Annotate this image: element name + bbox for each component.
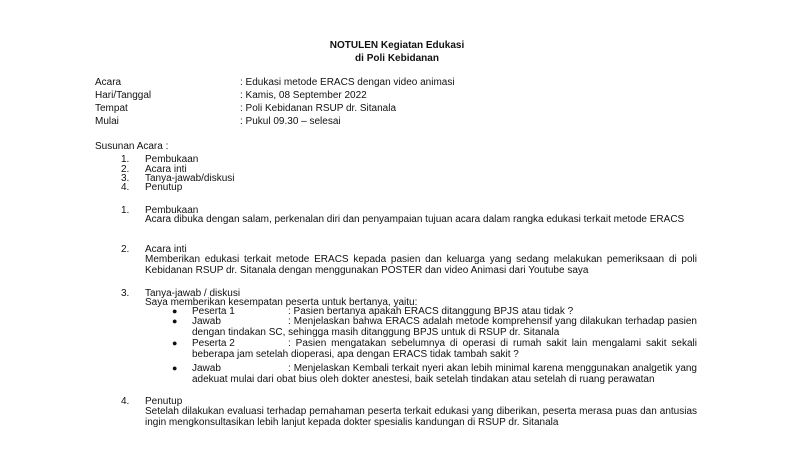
list-item-number: 1.: [121, 154, 130, 165]
qa-label: Peserta 2: [192, 338, 235, 349]
qa-text: : Menjelaskan Kembali terkait nyeri akan lebih minimal karena menggunakan analgetik yang adekuat mulai dari obat bius oleh dokter anestesi, baik setelah tindakan atau setelah di ruang perawatan: [192, 363, 697, 385]
list-item-number: 2.: [121, 164, 130, 175]
susunan-heading: Susunan Acara :: [95, 141, 169, 152]
acara-value: : Edukasi metode ERACS dengan video animasi: [240, 77, 455, 88]
bullet-icon: ●: [172, 316, 178, 326]
section-title-penutup: Penutup: [145, 396, 183, 407]
qa-label: Jawab: [192, 316, 221, 327]
bullet-icon: ●: [172, 338, 178, 348]
acara-label: Acara: [95, 77, 122, 88]
doc-title: NOTULEN Kegiatan Edukasi: [329, 40, 465, 51]
tempat-value: : Poli Kebidanan RSUP dr. Sitanala: [240, 103, 397, 114]
tempat-label: Tempat: [95, 103, 128, 114]
hari-value: : Kamis, 08 September 2022: [240, 90, 367, 101]
list-item: Acara inti: [145, 164, 187, 175]
section-body-pembukaan: Acara dibuka dengan salam, perkenalan diri dan penyampaian tujuan acara dalam rangka edukasi terkait metode ERACS: [145, 214, 685, 225]
qa-text: : Pasien mengatakan sebelumnya di operasi di rumah sakit lain mengalami sakit sekali beberapa jam setelah dioperasi, apa dengan ERACS tidak tambah sakit ?: [192, 338, 697, 360]
doc-subtitle: di Poli Kebidanan: [355, 53, 439, 64]
section-intro-tanya-jawab: Saya memberikan kesempatan peserta untuk bertanya, yaitu:: [145, 297, 418, 308]
section-body-acara-inti: Memberikan edukasi terkait metode ERACS kepada pasien dan keluarga yang sedang melakukan pemeriksaan di poli Kebidanan RSUP dr. Sitanala dengan menggunakan POSTER dan video Animasi dari Youtube saya: [145, 254, 697, 276]
qa-label: Jawab: [192, 363, 221, 374]
section-title-acara-inti: Acara inti: [145, 244, 187, 255]
qa-text: : Pasien bertanya apakah ERACS ditanggung BPJS atau tidak ?: [288, 306, 574, 317]
list-item: Pembukaan: [145, 154, 199, 165]
section-number: 1.: [121, 205, 130, 216]
list-item: Penutup: [145, 182, 183, 193]
section-number: 3.: [121, 288, 130, 299]
section-number: 4.: [121, 396, 130, 407]
mulai-label: Mulai: [95, 116, 119, 127]
section-number: 2.: [121, 244, 130, 255]
bullet-icon: ●: [172, 363, 178, 373]
list-item: Tanya-jawab/diskusi: [145, 173, 235, 184]
qa-label: Peserta 1: [192, 306, 235, 317]
list-item-number: 3.: [121, 173, 130, 184]
list-item-number: 4.: [121, 182, 130, 193]
mulai-value: : Pukul 09.30 – selesai: [240, 116, 341, 127]
section-body-penutup: Setelah dilakukan evaluasi terhadap pemahaman peserta terkait edukasi yang diberikan, peserta merasa puas dan antusias ingin mengkonsultasikan lebih lanjut kepada dokter spesialis kandungan di RSUP dr. Sitanala: [145, 406, 697, 428]
hari-label: Hari/Tanggal: [95, 90, 152, 101]
qa-text: : Menjelaskan bahwa ERACS adalah metode komprehensif yang dilakukan terhadap pasien dengan tindakan SC, sehingga masih ditanggung BPJS untuk di RSUP dr. Sitanala: [192, 316, 697, 338]
bullet-icon: ●: [172, 306, 178, 316]
section-title-pembukaan: Pembukaan: [145, 205, 199, 216]
section-title-tanya-jawab: Tanya-jawab / diskusi: [145, 288, 241, 299]
